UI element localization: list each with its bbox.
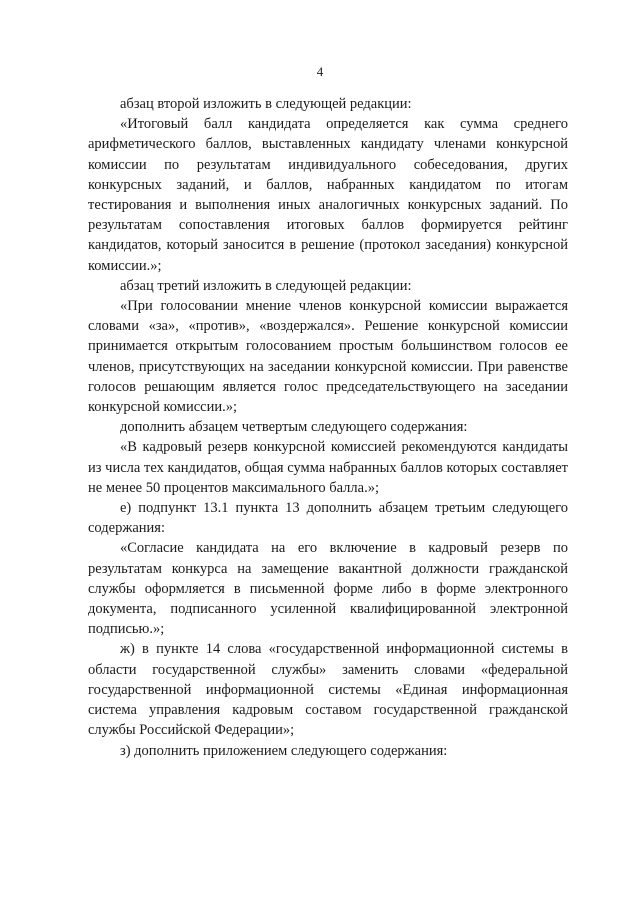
document-body	[88, 94, 568, 761]
paragraph-item-e: е) подпункт 13.1 пункта 13 дополнить абзацем третьим следующего содержания:	[88, 500, 568, 537]
page-number: 4	[316, 64, 324, 79]
paragraph-amend-second: абзац второй изложить в следующей редакции:	[120, 96, 412, 112]
paragraph-consent: «Согласие кандидата на его включение в кадровый резерв по результатам конкурса на замещение вакантной должности гражданской службы оформляется в письменной форме либо в форме электронного документа, подписанного усиленной квалифицированной электронной подписью.»;	[88, 540, 568, 638]
paragraph-voting: «При голосовании мнение членов конкурсной комиссии выражается словами «за», «против», «воздержался». Решение конкурсной комиссии принимается открытым голосованием простым большинством голосов ее членов, присутствующих на заседании конкурсной комиссии. При равенстве голосов решающим является голос председательствующего на заседании конкурсной комиссии.»;	[88, 298, 568, 416]
paragraph-final-score: «Итоговый балл кандидата определяется как сумма среднего арифметического баллов, выставленных кандидату членами конкурсной комиссии по результатам индивидуального собеседования, других конкурсных заданий, и баллов, набранных кандидатом по итогам тестирования и выполнения иных аналогичных конкурсных заданий. По результатам сопоставления итоговых баллов формируется рейтинг кандидатов, который заносится в решение (протокол заседания) конкурсной комиссии.»;	[88, 116, 568, 274]
paragraph-amend-third: абзац третий изложить в следующей редакции:	[120, 277, 412, 294]
paragraph-add-fourth: дополнить абзацем четвертым следующего содержания:	[120, 419, 468, 436]
paragraph-item-zh: ж) в пункте 14 слова «государственной информационной системы в области государственной службы» заменить словами «федеральной государственной информационной системы «Единая информационная система управления кадровым составом государственной гражданской службы Российской Федерации»;	[88, 641, 568, 739]
paragraph-reserve: «В кадровый резерв конкурсной комиссией рекомендуются кандидаты из числа тех кандидатов, общая сумма набранных баллов которых составляет не менее 50 процентов максимального балла.»;	[88, 439, 568, 496]
paragraph-item-z: з) дополнить приложением следующего содержания:	[120, 742, 448, 759]
